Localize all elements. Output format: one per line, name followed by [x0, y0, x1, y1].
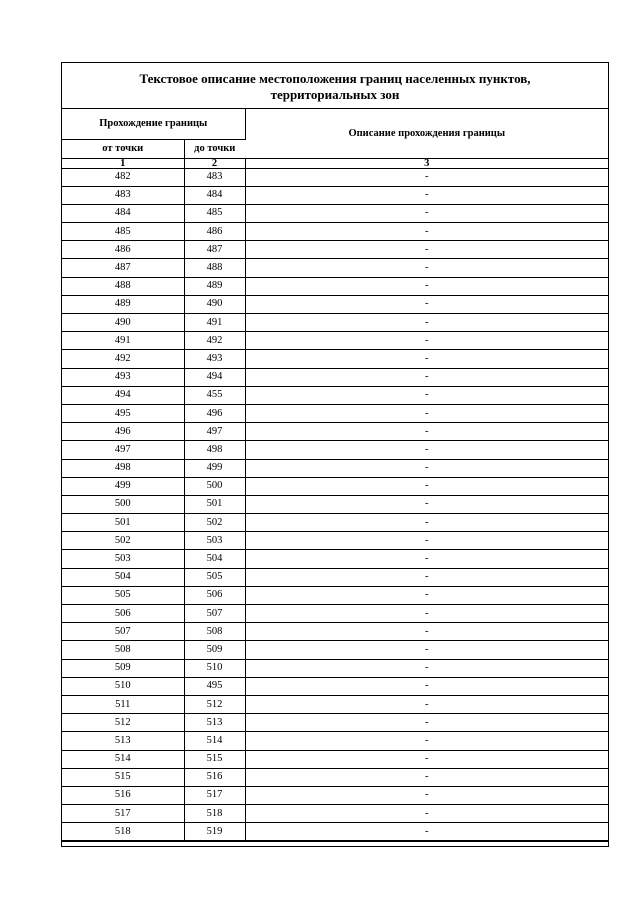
cell-description: - [245, 586, 608, 604]
cell-to-point: 495 [184, 677, 245, 695]
cell-to-point: 491 [184, 314, 245, 332]
cell-from-point: 512 [62, 714, 184, 732]
table-row [62, 623, 608, 641]
cell-from-point: 518 [62, 823, 184, 841]
cell-description: - [245, 204, 608, 222]
cell-from-point: 506 [62, 605, 184, 623]
boundary-table [62, 109, 608, 841]
header-col-1: 1 [62, 158, 184, 168]
cell-description: - [245, 659, 608, 677]
cell-description: - [245, 477, 608, 495]
cell-from-point: 483 [62, 186, 184, 204]
cell-from-point: 494 [62, 386, 184, 404]
cell-description: - [245, 714, 608, 732]
table-row [62, 568, 608, 586]
cell-to-point: 497 [184, 423, 245, 441]
cell-to-point: 484 [184, 186, 245, 204]
cell-description: - [245, 823, 608, 841]
cell-to-point: 508 [184, 623, 245, 641]
table-row [62, 441, 608, 459]
table-row [62, 423, 608, 441]
cell-description: - [245, 368, 608, 386]
cell-from-point: 489 [62, 295, 184, 313]
table-row [62, 586, 608, 604]
table-row [62, 823, 608, 841]
cell-from-point: 502 [62, 532, 184, 550]
cell-from-point: 491 [62, 332, 184, 350]
cell-to-point: 489 [184, 277, 245, 295]
cell-to-point: 488 [184, 259, 245, 277]
table-row [62, 677, 608, 695]
cell-to-point: 455 [184, 386, 245, 404]
table-row [62, 386, 608, 404]
cell-to-point: 503 [184, 532, 245, 550]
cell-to-point: 515 [184, 750, 245, 768]
header-col-3: 3 [245, 158, 608, 168]
table-row [62, 550, 608, 568]
cell-to-point: 504 [184, 550, 245, 568]
cell-to-point: 490 [184, 295, 245, 313]
table-row [62, 532, 608, 550]
cell-to-point: 513 [184, 714, 245, 732]
title-line-2: территориальных зон [270, 87, 400, 102]
table-row [62, 259, 608, 277]
table-row [62, 786, 608, 804]
table-row [62, 605, 608, 623]
table-row [62, 495, 608, 513]
cell-description: - [245, 423, 608, 441]
cell-to-point: 498 [184, 441, 245, 459]
cell-to-point: 493 [184, 350, 245, 368]
cell-description: - [245, 568, 608, 586]
table-row [62, 404, 608, 422]
cell-from-point: 503 [62, 550, 184, 568]
cell-from-point: 510 [62, 677, 184, 695]
table-row [62, 332, 608, 350]
cell-from-point: 505 [62, 586, 184, 604]
cell-description: - [245, 404, 608, 422]
cell-from-point: 507 [62, 623, 184, 641]
cell-to-point: 512 [184, 695, 245, 713]
table-row [62, 186, 608, 204]
header-boundary-passage: Прохождение границы [62, 109, 245, 139]
table-row [62, 514, 608, 532]
cell-description: - [245, 314, 608, 332]
table-row [62, 805, 608, 823]
cell-to-point: 519 [184, 823, 245, 841]
table-bottom-border [62, 841, 608, 846]
cell-to-point: 492 [184, 332, 245, 350]
cell-from-point: 487 [62, 259, 184, 277]
cell-description: - [245, 386, 608, 404]
cell-from-point: 516 [62, 786, 184, 804]
cell-description: - [245, 641, 608, 659]
cell-to-point: 501 [184, 495, 245, 513]
cell-to-point: 517 [184, 786, 245, 804]
cell-description: - [245, 168, 608, 186]
cell-from-point: 508 [62, 641, 184, 659]
table-row [62, 768, 608, 786]
cell-to-point: 506 [184, 586, 245, 604]
cell-to-point: 510 [184, 659, 245, 677]
cell-from-point: 486 [62, 241, 184, 259]
cell-description: - [245, 459, 608, 477]
cell-description: - [245, 295, 608, 313]
table-row [62, 277, 608, 295]
cell-from-point: 488 [62, 277, 184, 295]
table-row [62, 295, 608, 313]
table-row [62, 695, 608, 713]
cell-description: - [245, 805, 608, 823]
cell-description: - [245, 550, 608, 568]
cell-to-point: 507 [184, 605, 245, 623]
cell-description: - [245, 532, 608, 550]
cell-description: - [245, 786, 608, 804]
cell-from-point: 511 [62, 695, 184, 713]
table-row [62, 168, 608, 186]
cell-from-point: 497 [62, 441, 184, 459]
cell-to-point: 502 [184, 514, 245, 532]
cell-from-point: 504 [62, 568, 184, 586]
cell-from-point: 492 [62, 350, 184, 368]
table-row [62, 459, 608, 477]
cell-description: - [245, 259, 608, 277]
cell-to-point: 505 [184, 568, 245, 586]
cell-from-point: 485 [62, 223, 184, 241]
document-title [62, 63, 608, 109]
title-line-1: Текстовое описание местоположения границ населенных пунктов, [139, 71, 531, 86]
cell-description: - [245, 441, 608, 459]
cell-description: - [245, 750, 608, 768]
cell-from-point: 514 [62, 750, 184, 768]
cell-from-point: 498 [62, 459, 184, 477]
cell-from-point: 501 [62, 514, 184, 532]
table-row [62, 314, 608, 332]
cell-to-point: 494 [184, 368, 245, 386]
table-row [62, 750, 608, 768]
cell-description: - [245, 186, 608, 204]
cell-description: - [245, 732, 608, 750]
table-row [62, 732, 608, 750]
cell-from-point: 490 [62, 314, 184, 332]
cell-from-point: 482 [62, 168, 184, 186]
header-from-point: от точки [62, 139, 184, 158]
cell-from-point: 496 [62, 423, 184, 441]
table-row [62, 223, 608, 241]
cell-description: - [245, 768, 608, 786]
cell-description: - [245, 677, 608, 695]
cell-description: - [245, 605, 608, 623]
cell-to-point: 514 [184, 732, 245, 750]
cell-description: - [245, 223, 608, 241]
cell-from-point: 500 [62, 495, 184, 513]
cell-description: - [245, 495, 608, 513]
cell-to-point: 487 [184, 241, 245, 259]
cell-to-point: 500 [184, 477, 245, 495]
table-row [62, 659, 608, 677]
cell-description: - [245, 277, 608, 295]
table-row [62, 241, 608, 259]
table-row [62, 714, 608, 732]
table-row [62, 368, 608, 386]
cell-from-point: 513 [62, 732, 184, 750]
cell-description: - [245, 623, 608, 641]
cell-from-point: 509 [62, 659, 184, 677]
cell-to-point: 485 [184, 204, 245, 222]
table-row [62, 204, 608, 222]
cell-description: - [245, 350, 608, 368]
cell-description: - [245, 332, 608, 350]
cell-to-point: 516 [184, 768, 245, 786]
cell-from-point: 495 [62, 404, 184, 422]
cell-from-point: 484 [62, 204, 184, 222]
cell-description: - [245, 514, 608, 532]
cell-description: - [245, 695, 608, 713]
header-description: Описание прохождения границы [245, 109, 608, 158]
cell-to-point: 483 [184, 168, 245, 186]
header-to-point: до точки [184, 139, 245, 158]
table-row [62, 477, 608, 495]
table-row [62, 350, 608, 368]
cell-from-point: 499 [62, 477, 184, 495]
boundary-description-document [61, 62, 609, 847]
cell-from-point: 517 [62, 805, 184, 823]
header-col-2: 2 [184, 158, 245, 168]
cell-to-point: 518 [184, 805, 245, 823]
table-body [62, 168, 608, 841]
cell-to-point: 499 [184, 459, 245, 477]
cell-from-point: 515 [62, 768, 184, 786]
cell-description: - [245, 241, 608, 259]
table-row [62, 641, 608, 659]
cell-to-point: 496 [184, 404, 245, 422]
cell-to-point: 509 [184, 641, 245, 659]
cell-to-point: 486 [184, 223, 245, 241]
cell-from-point: 493 [62, 368, 184, 386]
